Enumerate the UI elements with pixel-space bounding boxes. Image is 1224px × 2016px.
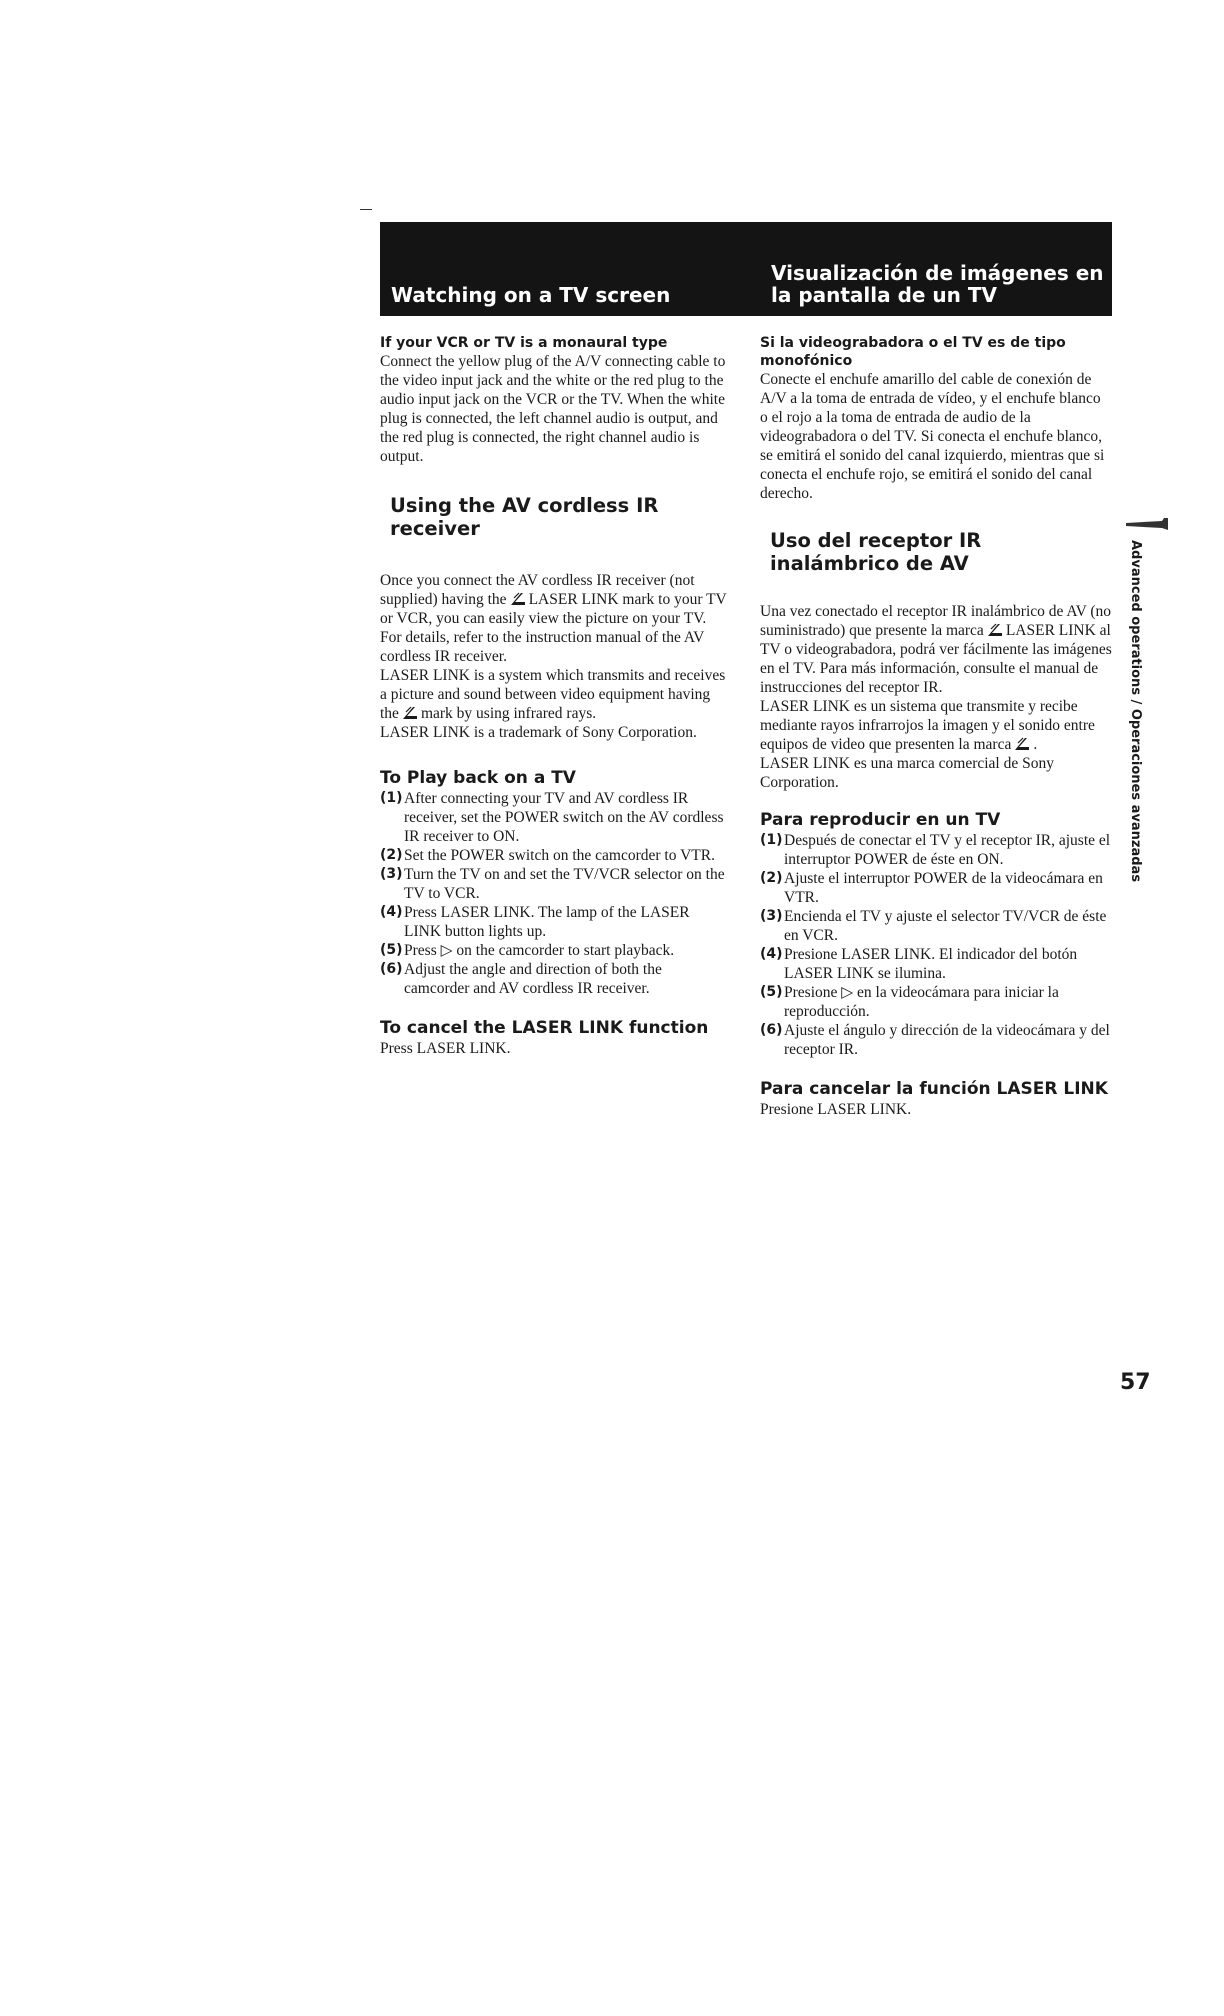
play-heading-es: Para reproducir en un TV bbox=[760, 810, 1001, 830]
mono-heading-es: Si la videograbadora o el TV es de tipo monofónico bbox=[760, 335, 1066, 369]
av-heading-en: Using the AV cordless IR receiver bbox=[390, 494, 659, 540]
cancel-heading-en: To cancel the LASER LINK function bbox=[380, 1018, 709, 1038]
cancel-text-es: Presione LASER LINK. bbox=[760, 1101, 912, 1118]
list-item: (2) Ajuste el interruptor POWER de la videocámara en VTR. bbox=[760, 870, 1103, 906]
list-item: (6) Ajuste el ángulo y dirección de la videocámara y del receptor IR. bbox=[760, 1022, 1110, 1058]
mono-text-es: Conecte el enchufe amarillo del cable de conexión de A/V a la toma de entrada de vídeo, y el enchufe blanco o el rojo a la toma de entrada de audio de la videograbadora o del TV. Si conecta el enchufe blanco, se emitirá el sonido del canal izquierdo, mientras que si conecta el enchufe rojo, se emitirá el sonido del canal derecho. bbox=[760, 371, 1105, 502]
av-paragraph-2-en: LASER LINK is a system which transmits and receives a picture and sound between video equipment having the mark by using infrared rays. bbox=[380, 667, 726, 722]
list-item: (5) Presione ▷ en la videocámara para iniciar la reproducción. bbox=[760, 984, 1059, 1020]
cancel-heading-es: Para cancelar la función LASER LINK bbox=[760, 1079, 1108, 1099]
laser-link-icon bbox=[987, 623, 1003, 637]
av-paragraph-1-en: Once you connect the AV cordless IR receiver (not supplied) having the LASER LINK mark to your TV or VCR, you can easily view the picture on your TV. For details, refer to the instruction manual of the AV cordless IR receiver. bbox=[380, 572, 727, 665]
laser-link-icon bbox=[510, 592, 526, 606]
spanish-column bbox=[760, 334, 1112, 1119]
laser-link-icon bbox=[402, 706, 418, 720]
list-item: (2) Set the POWER switch on the camcorder to VTR. bbox=[380, 847, 715, 864]
play-steps-en bbox=[380, 789, 730, 998]
av-paragraph-1-es: Una vez conectado el receptor IR inalámbrico de AV (no suministrado) que presente la marca LASER LINK al TV o videograbadora, podrá ver fácilmente las imágenes en el TV. Para más información, consulte el manual de instrucciones del receptor IR. bbox=[760, 603, 1112, 696]
banner-title-en: Watching on a TV screen bbox=[391, 283, 671, 307]
page-number: 57 bbox=[1120, 1370, 1151, 1395]
section-tab-mark bbox=[1124, 516, 1170, 530]
play-heading-en: To Play back on a TV bbox=[380, 768, 576, 788]
av-paragraph-2-es: LASER LINK es un sistema que transmite y recibe mediante rayos infrarrojos la imagen y el sonido entre equipos de video que presenten la marca . bbox=[760, 698, 1095, 753]
laser-link-icon bbox=[1014, 737, 1030, 751]
list-item: (1) Después de conectar el TV y el receptor IR, ajuste el interruptor POWER de éste en ON. bbox=[760, 832, 1111, 868]
top-margin-mark bbox=[360, 209, 372, 210]
mono-text-en: Connect the yellow plug of the A/V connecting cable to the video input jack and the white or the red plug to the audio input jack on the VCR or the TV. When the white plug is connected, the left channel audio is output, and the red plug is connected, the right channel audio is output. bbox=[380, 353, 726, 465]
english-column bbox=[380, 334, 730, 1058]
list-item: (1) After connecting your TV and AV cordless IR receiver, set the POWER switch on the AV cordless IR receiver to ON. bbox=[380, 790, 724, 845]
list-item: (5) Press ▷ on the camcorder to start playback. bbox=[380, 942, 675, 959]
side-tab-label: Advanced operations / Operaciones avanzadas bbox=[1128, 540, 1143, 883]
list-item: (3) Encienda el TV y ajuste el selector TV/VCR de éste en VCR. bbox=[760, 908, 1107, 944]
list-item: (4) Presione LASER LINK. El indicador del botón LASER LINK se ilumina. bbox=[760, 946, 1078, 982]
side-section-tab bbox=[1122, 540, 1148, 883]
av-paragraph-3-es: LASER LINK es una marca comercial de Sony Corporation. bbox=[760, 755, 1054, 791]
cancel-text-en: Press LASER LINK. bbox=[380, 1040, 511, 1057]
banner-title-es: Visualización de imágenes en la pantalla de un TV bbox=[771, 261, 1104, 307]
list-item: (4) Press LASER LINK. The lamp of the LASER LINK button lights up. bbox=[380, 904, 690, 940]
list-item: (3) Turn the TV on and set the TV/VCR selector on the TV to VCR. bbox=[380, 866, 725, 902]
av-paragraph-3-en: LASER LINK is a trademark of Sony Corporation. bbox=[380, 724, 697, 741]
play-steps-es bbox=[760, 831, 1112, 1059]
av-heading-es: Uso del receptor IR inalámbrico de AV bbox=[770, 529, 982, 575]
mono-heading-en: If your VCR or TV is a monaural type bbox=[380, 335, 668, 351]
list-item: (6) Adjust the angle and direction of both the camcorder and AV cordless IR receiver. bbox=[380, 961, 662, 997]
